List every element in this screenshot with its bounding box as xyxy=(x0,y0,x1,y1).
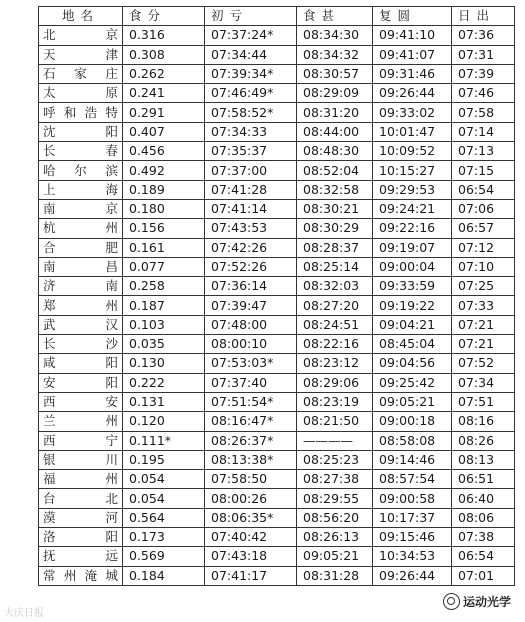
table-row xyxy=(39,103,515,122)
cell-magnitude: 0.407 xyxy=(123,122,205,141)
table-row xyxy=(39,489,515,508)
cell-sunrise: 06:54 xyxy=(452,180,515,199)
cell-magnitude: 0.180 xyxy=(123,199,205,218)
cell-first-contact: 07:58:52* xyxy=(205,103,297,122)
cell-first-contact: 07:41:28 xyxy=(205,180,297,199)
cell-sunrise: 06:51 xyxy=(452,470,515,489)
cell-sunrise: 07:31 xyxy=(452,45,515,64)
watermark-right-text: 运动光学 xyxy=(463,595,512,609)
cell-location: 福州 xyxy=(39,470,123,489)
cell-maximum: 08:31:28 xyxy=(297,566,373,585)
cell-magnitude: 0.111* xyxy=(123,431,205,450)
table-row xyxy=(39,412,515,431)
table-row xyxy=(39,431,515,450)
cell-magnitude: 0.258 xyxy=(123,277,205,296)
cell-magnitude: 0.564 xyxy=(123,508,205,527)
cell-maximum: 08:26:13 xyxy=(297,528,373,547)
cell-first-contact: 07:41:14 xyxy=(205,199,297,218)
cell-last-contact: 09:19:07 xyxy=(373,238,452,257)
cell-magnitude: 0.077 xyxy=(123,257,205,276)
cell-location: 上海 xyxy=(39,180,123,199)
cell-location: 西宁 xyxy=(39,431,123,450)
eclipse-times-sheet xyxy=(38,6,514,586)
cell-first-contact: 07:48:00 xyxy=(205,315,297,334)
cell-magnitude: 0.308 xyxy=(123,45,205,64)
cell-sunrise: 07:10 xyxy=(452,257,515,276)
cell-first-contact: 07:43:18 xyxy=(205,547,297,566)
cell-maximum: 08:31:20 xyxy=(297,103,373,122)
cell-location: 漠河 xyxy=(39,508,123,527)
cell-maximum: 08:52:04 xyxy=(297,161,373,180)
cell-maximum: 09:05:21 xyxy=(297,547,373,566)
cell-first-contact: 07:39:34* xyxy=(205,64,297,83)
cell-location: 呼和浩特 xyxy=(39,103,123,122)
cell-last-contact: 10:01:47 xyxy=(373,122,452,141)
cell-first-contact: 07:40:42 xyxy=(205,528,297,547)
cell-last-contact: 10:15:27 xyxy=(373,161,452,180)
cell-location: 抚远 xyxy=(39,547,123,566)
table-row xyxy=(39,470,515,489)
cell-maximum: 08:25:14 xyxy=(297,257,373,276)
cell-magnitude: 0.195 xyxy=(123,450,205,469)
cell-magnitude: 0.035 xyxy=(123,335,205,354)
cell-maximum: 08:23:12 xyxy=(297,354,373,373)
cell-first-contact: 08:00:26 xyxy=(205,489,297,508)
cell-last-contact: 09:04:21 xyxy=(373,315,452,334)
cell-last-contact: 09:00:58 xyxy=(373,489,452,508)
cell-maximum: 08:28:37 xyxy=(297,238,373,257)
cell-location: 安阳 xyxy=(39,373,123,392)
cell-location: 兰州 xyxy=(39,412,123,431)
table-row xyxy=(39,199,515,218)
cell-sunrise: 07:51 xyxy=(452,392,515,411)
table-row xyxy=(39,392,515,411)
cell-sunrise: 08:16 xyxy=(452,412,515,431)
cell-maximum: 08:34:30 xyxy=(297,26,373,45)
cell-last-contact: 09:04:56 xyxy=(373,354,452,373)
cell-sunrise: 08:13 xyxy=(452,450,515,469)
cell-last-contact: 10:17:37 xyxy=(373,508,452,527)
cell-last-contact: 09:14:46 xyxy=(373,450,452,469)
table-row xyxy=(39,26,515,45)
cell-location: 天津 xyxy=(39,45,123,64)
cell-maximum: 08:24:51 xyxy=(297,315,373,334)
cell-location: 北京 xyxy=(39,26,123,45)
camera-lens-icon xyxy=(443,593,460,610)
cell-location: 郑州 xyxy=(39,296,123,315)
cell-first-contact: 07:52:26 xyxy=(205,257,297,276)
cell-last-contact: 10:09:52 xyxy=(373,142,452,161)
cell-location: 常州淹城 xyxy=(39,566,123,585)
cell-location: 银川 xyxy=(39,450,123,469)
cell-location: 石家庄 xyxy=(39,64,123,83)
cell-last-contact: 09:29:53 xyxy=(373,180,452,199)
cell-magnitude: 0.222 xyxy=(123,373,205,392)
table-row xyxy=(39,508,515,527)
header-sunrise: 日出 xyxy=(452,7,515,26)
cell-first-contact: 07:42:26 xyxy=(205,238,297,257)
cell-maximum: 08:32:58 xyxy=(297,180,373,199)
cell-sunrise: 06:57 xyxy=(452,219,515,238)
cell-maximum: 08:30:57 xyxy=(297,64,373,83)
cell-last-contact: 09:41:07 xyxy=(373,45,452,64)
cell-location: 长沙 xyxy=(39,335,123,354)
table-row xyxy=(39,161,515,180)
watermark-right xyxy=(440,592,514,611)
cell-maximum: 08:25:23 xyxy=(297,450,373,469)
cell-maximum: 08:56:20 xyxy=(297,508,373,527)
cell-location: 合肥 xyxy=(39,238,123,257)
cell-first-contact: 07:46:49* xyxy=(205,84,297,103)
cell-maximum: 08:48:30 xyxy=(297,142,373,161)
cell-sunrise: 08:06 xyxy=(452,508,515,527)
cell-location: 台北 xyxy=(39,489,123,508)
cell-location: 南京 xyxy=(39,199,123,218)
table-row xyxy=(39,257,515,276)
cell-last-contact: 09:25:42 xyxy=(373,373,452,392)
cell-last-contact: 09:24:21 xyxy=(373,199,452,218)
cell-maximum: 08:44:00 xyxy=(297,122,373,141)
table-row xyxy=(39,122,515,141)
cell-sunrise: 06:40 xyxy=(452,489,515,508)
cell-location: 哈尔滨 xyxy=(39,161,123,180)
cell-location: 咸阳 xyxy=(39,354,123,373)
cell-first-contact: 07:34:44 xyxy=(205,45,297,64)
table-row xyxy=(39,354,515,373)
header-first-contact: 初亏 xyxy=(205,7,297,26)
cell-location: 杭州 xyxy=(39,219,123,238)
cell-sunrise: 07:15 xyxy=(452,161,515,180)
cell-sunrise: 07:21 xyxy=(452,315,515,334)
cell-location: 长春 xyxy=(39,142,123,161)
table-row xyxy=(39,219,515,238)
cell-sunrise: 07:21 xyxy=(452,335,515,354)
cell-sunrise: 07:36 xyxy=(452,26,515,45)
cell-sunrise: 07:34 xyxy=(452,373,515,392)
cell-sunrise: 07:39 xyxy=(452,64,515,83)
cell-first-contact: 07:34:33 xyxy=(205,122,297,141)
header-last-contact: 复圆 xyxy=(373,7,452,26)
cell-last-contact: 08:58:08 xyxy=(373,431,452,450)
table-row xyxy=(39,64,515,83)
cell-magnitude: 0.156 xyxy=(123,219,205,238)
table-row xyxy=(39,142,515,161)
table-row xyxy=(39,528,515,547)
cell-first-contact: 07:35:37 xyxy=(205,142,297,161)
cell-maximum: 08:22:16 xyxy=(297,335,373,354)
cell-last-contact: 09:19:22 xyxy=(373,296,452,315)
cell-magnitude: 0.291 xyxy=(123,103,205,122)
cell-last-contact: 09:33:02 xyxy=(373,103,452,122)
table-row xyxy=(39,547,515,566)
cell-maximum: 08:29:55 xyxy=(297,489,373,508)
table-row xyxy=(39,450,515,469)
cell-maximum: 08:21:50 xyxy=(297,412,373,431)
cell-sunrise: 07:25 xyxy=(452,277,515,296)
cell-last-contact: 09:26:44 xyxy=(373,566,452,585)
cell-last-contact: 09:05:21 xyxy=(373,392,452,411)
cell-maximum: 08:32:03 xyxy=(297,277,373,296)
cell-location: 南昌 xyxy=(39,257,123,276)
table-row xyxy=(39,315,515,334)
cell-first-contact: 07:37:40 xyxy=(205,373,297,392)
cell-maximum: 08:27:20 xyxy=(297,296,373,315)
cell-first-contact: 07:43:53 xyxy=(205,219,297,238)
table-row xyxy=(39,277,515,296)
cell-magnitude: 0.262 xyxy=(123,64,205,83)
cell-maximum: 08:34:32 xyxy=(297,45,373,64)
cell-sunrise: 07:13 xyxy=(452,142,515,161)
cell-sunrise: 07:52 xyxy=(452,354,515,373)
cell-magnitude: 0.316 xyxy=(123,26,205,45)
cell-magnitude: 0.054 xyxy=(123,470,205,489)
cell-first-contact: 08:00:10 xyxy=(205,335,297,354)
cell-maximum: 08:29:09 xyxy=(297,84,373,103)
cell-magnitude: 0.184 xyxy=(123,566,205,585)
cell-sunrise: 07:38 xyxy=(452,528,515,547)
cell-sunrise: 07:01 xyxy=(452,566,515,585)
cell-location: 太原 xyxy=(39,84,123,103)
cell-magnitude: 0.054 xyxy=(123,489,205,508)
cell-maximum: 08:27:38 xyxy=(297,470,373,489)
cell-first-contact: 07:53:03* xyxy=(205,354,297,373)
cell-location: 沈阳 xyxy=(39,122,123,141)
cell-magnitude: 0.173 xyxy=(123,528,205,547)
header-maximum: 食甚 xyxy=(297,7,373,26)
cell-first-contact: 07:37:24* xyxy=(205,26,297,45)
cell-magnitude: 0.569 xyxy=(123,547,205,566)
header-magnitude: 食分 xyxy=(123,7,205,26)
cell-first-contact: 07:39:47 xyxy=(205,296,297,315)
cell-first-contact: 07:36:14 xyxy=(205,277,297,296)
table-row xyxy=(39,335,515,354)
cell-first-contact: 08:06:35* xyxy=(205,508,297,527)
cell-last-contact: 08:57:54 xyxy=(373,470,452,489)
table-row xyxy=(39,296,515,315)
cell-location: 西安 xyxy=(39,392,123,411)
table-row xyxy=(39,180,515,199)
cell-magnitude: 0.161 xyxy=(123,238,205,257)
cell-sunrise: 07:12 xyxy=(452,238,515,257)
cell-last-contact: 09:41:10 xyxy=(373,26,452,45)
cell-first-contact: 08:16:47* xyxy=(205,412,297,431)
cell-last-contact: 09:33:59 xyxy=(373,277,452,296)
cell-magnitude: 0.189 xyxy=(123,180,205,199)
cell-sunrise: 07:58 xyxy=(452,103,515,122)
table-row xyxy=(39,84,515,103)
cell-location: 济南 xyxy=(39,277,123,296)
cell-maximum: 08:23:19 xyxy=(297,392,373,411)
cell-sunrise: 07:33 xyxy=(452,296,515,315)
cell-sunrise: 08:26 xyxy=(452,431,515,450)
cell-first-contact: 07:58:50 xyxy=(205,470,297,489)
table-body xyxy=(39,26,515,586)
cell-sunrise: 07:06 xyxy=(452,199,515,218)
cell-magnitude: 0.492 xyxy=(123,161,205,180)
header-location: 地名 xyxy=(39,7,123,26)
eclipse-times-table xyxy=(38,6,515,586)
cell-magnitude: 0.103 xyxy=(123,315,205,334)
table-row xyxy=(39,238,515,257)
table-row xyxy=(39,45,515,64)
watermark-left: 大庆日报 xyxy=(4,608,44,619)
cell-last-contact: 10:34:53 xyxy=(373,547,452,566)
cell-location: 武汉 xyxy=(39,315,123,334)
cell-first-contact: 07:41:17 xyxy=(205,566,297,585)
cell-maximum: ———— xyxy=(297,431,373,450)
cell-sunrise: 07:46 xyxy=(452,84,515,103)
cell-sunrise: 07:14 xyxy=(452,122,515,141)
cell-magnitude: 0.241 xyxy=(123,84,205,103)
cell-last-contact: 09:00:04 xyxy=(373,257,452,276)
cell-magnitude: 0.120 xyxy=(123,412,205,431)
cell-first-contact: 08:13:38* xyxy=(205,450,297,469)
cell-magnitude: 0.187 xyxy=(123,296,205,315)
cell-last-contact: 09:15:46 xyxy=(373,528,452,547)
cell-last-contact: 09:31:46 xyxy=(373,64,452,83)
cell-maximum: 08:29:06 xyxy=(297,373,373,392)
cell-magnitude: 0.131 xyxy=(123,392,205,411)
table-row xyxy=(39,566,515,585)
cell-first-contact: 07:51:54* xyxy=(205,392,297,411)
cell-first-contact: 08:26:37* xyxy=(205,431,297,450)
cell-last-contact: 08:45:04 xyxy=(373,335,452,354)
table-row xyxy=(39,373,515,392)
cell-last-contact: 09:26:44 xyxy=(373,84,452,103)
cell-location: 洛阳 xyxy=(39,528,123,547)
cell-magnitude: 0.130 xyxy=(123,354,205,373)
cell-first-contact: 07:37:00 xyxy=(205,161,297,180)
cell-last-contact: 09:00:18 xyxy=(373,412,452,431)
cell-last-contact: 09:22:16 xyxy=(373,219,452,238)
table-header-row xyxy=(39,7,515,26)
cell-magnitude: 0.456 xyxy=(123,142,205,161)
cell-maximum: 08:30:29 xyxy=(297,219,373,238)
cell-sunrise: 06:54 xyxy=(452,547,515,566)
cell-maximum: 08:30:21 xyxy=(297,199,373,218)
